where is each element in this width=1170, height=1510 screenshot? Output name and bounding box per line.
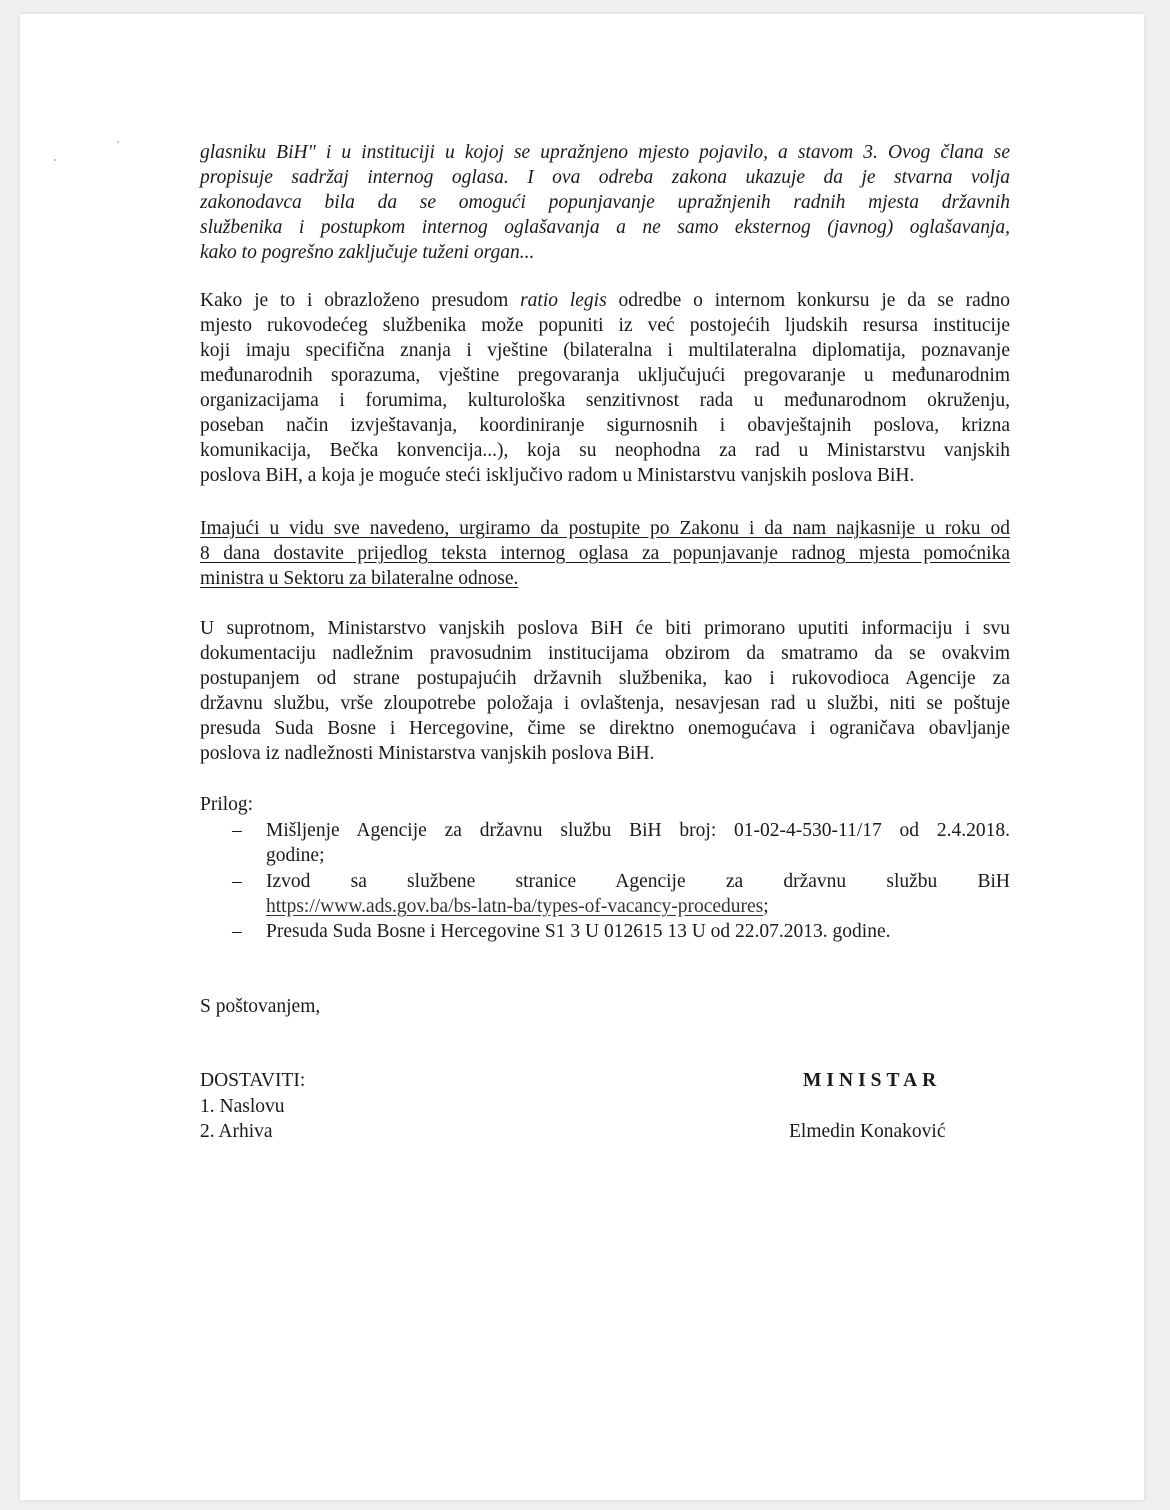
text-line: kako to pogrešno zaključuje tuženi organ... [200, 242, 535, 263]
text-line: koji imaju specifična znanja i vještine (bilateralna i multilateralna diplomatija, poznavanje [200, 340, 1010, 361]
text-line: postupanjem od strane postupajućih državnih službenika, kao i rukovodioca Agencije za [200, 668, 1010, 689]
delivery-item: 2. Arhiva [200, 1121, 273, 1142]
text-line: glasniku BiH" i u instituciji u kojoj se upražnjeno mjesto pojavilo, a stavom 3. Ovog člana se [200, 142, 1010, 163]
text-segment: odredbe o internom konkursu je da se radno [606, 290, 1010, 311]
text-segment: Kako je to i obrazloženo presudom [200, 290, 521, 311]
text-line: službenika i postupkom internog oglašavanja a ne samo eksternog (javnog) oglašavanja, [200, 217, 1010, 238]
text-line: međunarodnih sporazuma, vještine pregovaranja uključujući pregovaranje u međunarodnim [200, 365, 1010, 386]
delivery-item: 1. Naslovu [200, 1096, 285, 1117]
text-line: propisuje sadržaj internog oglasa. I ova odreba zakona ukazuje da je stvarna volja [200, 167, 1010, 188]
delivery-heading: DOSTAVITI: [200, 1070, 306, 1091]
text-line: presuda Suda Bosne i Hercegovine, čime se direktno onemogućava i ograničava obavljanje [200, 718, 1010, 739]
text-line: državnu službu, vrše zloupotrebe položaja i ovlaštenja, nesavjesan rad u službi, niti se poštuje [200, 693, 1010, 714]
text-line: Mišljenje Agencije za državnu službu BiH broj: 01-02-4-530-11/17 od 2.4.2018. [266, 820, 1010, 841]
paragraph-quote [200, 140, 1010, 265]
text-line: 8 dana dostavite prijedlog teksta internog oglasa za popunjavanje radnog mjesta pomoćnika [200, 543, 1010, 564]
document-page [20, 14, 1144, 1500]
text-line: organizacijama i forumima, kulturološka senzitivnost rada u međunarodnom okruženju, [200, 390, 1010, 411]
paragraph-request [200, 516, 1010, 591]
text-line: poslova BiH, a koja je moguće steći isključivo radom u Ministarstvu vanjskih poslova BiH. [200, 465, 915, 486]
text-line: U suprotnom, Ministarstvo vanjskih poslova BiH će biti primorano uputiti informaciju i svu [200, 618, 1010, 639]
attachment-text [266, 818, 1010, 868]
text-line: mjesto rukovodećeg službenika može popuniti iz već postojećih ljudskih resursa institucije [200, 315, 1010, 336]
text-line: Izvod sa službene stranice Agencije za državnu službu BiH [266, 871, 1010, 892]
paragraph-consequences [200, 616, 1010, 766]
text-line: zakonodavca bila da se omogući popunjavanje upražnjenih radnih mjesta državnih [200, 192, 1010, 213]
dash-bullet: – [232, 820, 242, 841]
dash-bullet: – [232, 871, 242, 892]
scan-speck [54, 159, 56, 161]
text-line: komunikacija, Bečka konvencija...), koja su neophodna za rad u Ministarstvu vanjskih [200, 440, 1010, 461]
closing-salutation: S poštovanjem, [200, 996, 321, 1017]
text-line: godine; [266, 845, 325, 866]
ads-link[interactable]: https://www.ads.gov.ba/bs-latn-ba/types-of-vacancy-procedures [266, 896, 764, 917]
text-line: Imajući u vidu sve navedeno, urgiramo da postupite po Zakonu i da nam najkasnije u roku od [200, 518, 1010, 539]
dash-bullet: – [232, 921, 242, 942]
attachment-text [266, 919, 1010, 944]
text-line: poslova iz nadležnosti Ministarstva vanjskih poslova BiH. [200, 743, 655, 764]
text-line: poseban način izvještavanja, koordiniranje sigurnosnih i obavještajnih poslova, krizna [200, 415, 1010, 436]
paragraph-ratio-legis [200, 288, 1010, 488]
text-segment: ; [763, 896, 769, 917]
text-line: ministra u Sektoru za bilateralne odnose. [200, 568, 519, 589]
text-line [266, 894, 1010, 919]
scan-speck [117, 141, 119, 143]
text-line [200, 288, 1010, 313]
text-line: dokumentaciju nadležnim pravosudnim institucijama obzirom da smatramo da se ovakvim [200, 643, 1010, 664]
italic-term: ratio legis [520, 290, 607, 311]
attachments-heading: Prilog: [200, 794, 254, 815]
attachment-text [266, 869, 1010, 919]
signature-name: Elmedin Konaković [789, 1121, 946, 1142]
signature-title: MINISTAR [803, 1070, 942, 1091]
text-line: Presuda Suda Bosne i Hercegovine S1 3 U 012615 13 U od 22.07.2013. godine. [266, 921, 891, 942]
